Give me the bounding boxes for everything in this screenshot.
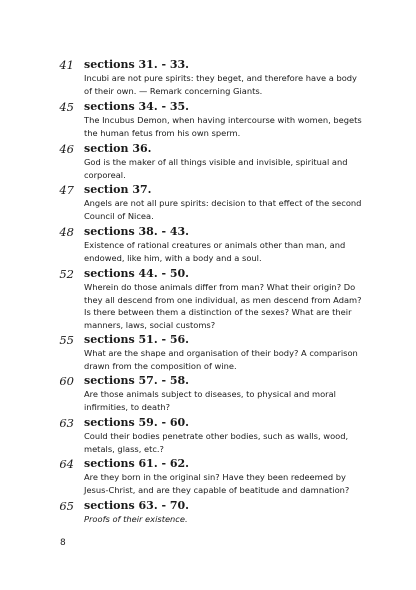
page-ref-number: 55 [59,333,74,347]
section-summary: God is the maker of all things visible and invisible, spiritual and corporeal. [84,157,348,180]
page-ref-number: 63 [59,416,74,430]
section-summary: Incubi are not pure spirits: they beget, and therefore have a body of their own. — Remark concerning Giants. [84,73,357,96]
section-heading: sections 63. - 70. [84,499,190,512]
page-ref-number: 48 [59,225,74,239]
page-ref-number: 45 [59,100,74,114]
section-heading: sections 44. - 50. [84,267,190,280]
page-ref-number: 65 [59,499,74,513]
page-ref-number: 52 [59,267,74,281]
section-heading: sections 51. - 56. [84,333,190,346]
section-summary: Angels are not all pure spirits: decision to that effect of the second Council of Nicea. [84,198,362,221]
page-number: 8 [60,538,66,548]
page-ref-number: 60 [59,374,74,388]
section-summary: Are those animals subject to diseases, to physical and moral infirmities, to death? [84,389,336,412]
section-heading: sections 61. - 62. [84,457,190,470]
section-summary: What are the shape and organisation of their body? A comparison drawn from the composition of wine. [84,348,358,371]
page-ref-number: 64 [59,457,74,471]
page-ref-number: 47 [59,183,74,197]
section-heading: sections 59. - 60. [84,416,190,429]
page-ref-number: 46 [59,142,74,156]
section-heading: sections 34. - 35. [84,100,190,113]
section-heading: sections 38. - 43. [84,225,190,238]
section-summary: Proofs of their existence. [84,514,188,524]
section-summary: The Incubus Demon, when having intercourse with women, begets the human fetus from his own sperm. [84,115,362,138]
section-heading: sections 31. - 33. [84,58,190,71]
section-summary: Existence of rational creatures or animals other than man, and endowed, like him, with a body and a soul. [84,240,346,263]
section-heading: section 37. [84,183,152,196]
section-heading: sections 57. - 58. [84,374,190,387]
section-heading: section 36. [84,142,152,155]
section-summary: Are they born in the original sin? Have they been redeemed by Jesus-Christ, and are they capable of beatitude and damnation? [84,472,350,495]
section-summary: Could their bodies penetrate other bodies, such as walls, wood, metals, glass, etc.? [84,431,349,454]
section-summary: Wherein do those animals differ from man? What their origin? Do they all descend from one individual, as men descend from Adam? Is there between them a distinction of the sexes? What are their manners, laws, social customs? [84,282,362,330]
page-ref-number: 41 [59,58,74,72]
